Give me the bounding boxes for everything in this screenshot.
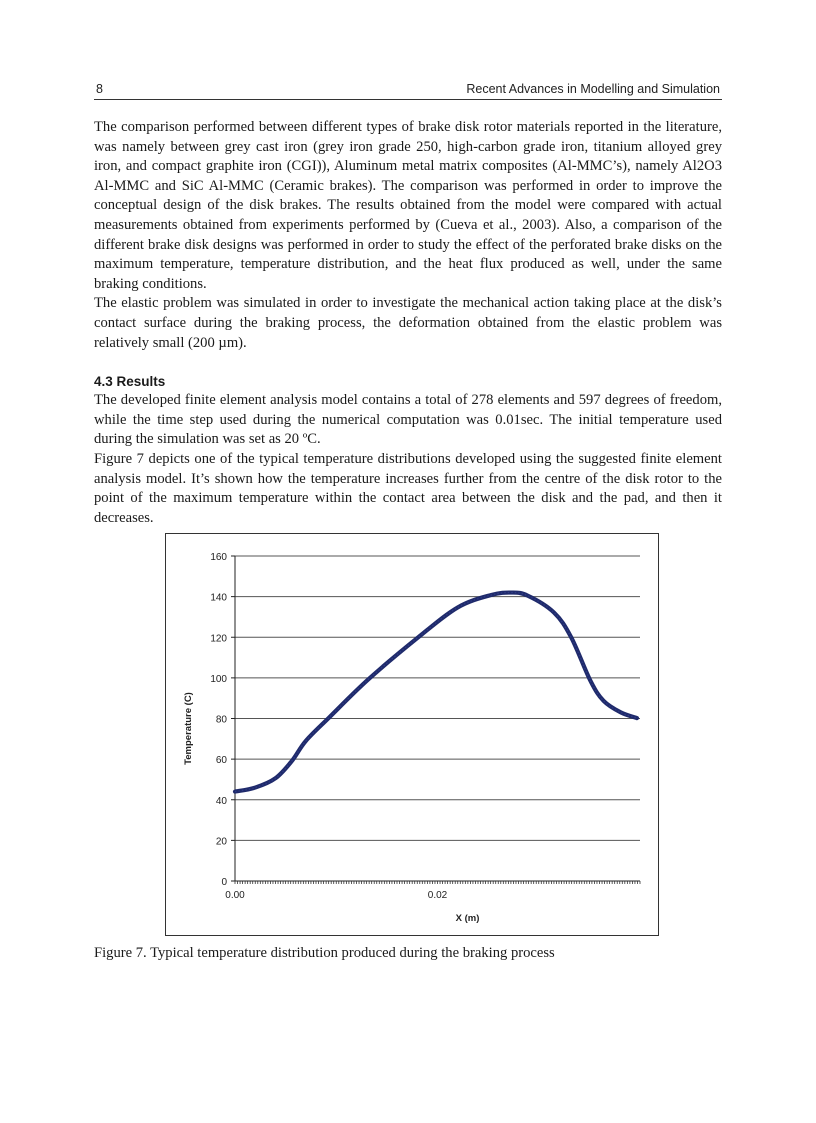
- x-tick-label: 0.02: [427, 890, 448, 901]
- y-tick-label: 0: [221, 877, 227, 888]
- y-tick-label: 140: [210, 592, 227, 604]
- temperature-curve-markers: [235, 593, 637, 792]
- x-tick-label: 0.00: [225, 890, 245, 901]
- y-tick-label: 40: [215, 795, 227, 807]
- y-tick-label: 20: [215, 836, 227, 848]
- x-axis-label: X (m): [455, 913, 480, 924]
- figure-caption: Figure 7. Typical temperature distribution produced during the braking process: [94, 945, 555, 961]
- y-tick-label: 80: [215, 714, 227, 726]
- paragraph-model: The developed finite element analysis model contains a total of 278 elements and 597 degrees of freedom, while the time step used during the numerical computation was 0.01sec. The initial temperature used during the simulation was set as 20 ºC.: [94, 392, 722, 448]
- temperature-chart: [166, 534, 658, 935]
- y-axis-label: Temperature (C): [183, 692, 194, 765]
- figure-7-chart: [165, 533, 659, 936]
- running-title: Recent Advances in Modelling and Simulation: [466, 82, 720, 96]
- y-tick-label: 160: [210, 552, 227, 563]
- body-text: [94, 118, 722, 528]
- paragraph-figure-description: Figure 7 depicts one of the typical temperature distributions developed using the suggested finite element analysis model. It’s shown how the temperature increases further from the centre of the disk rotor to the point of the maximum temperature within the contact area between the disk and the pad, and then it decreases.: [94, 450, 722, 526]
- page-number: 8: [96, 82, 103, 96]
- running-header: [94, 82, 722, 100]
- y-tick-label: 60: [215, 755, 227, 767]
- y-tick-label: 100: [210, 673, 227, 685]
- section-heading: 4.3 Results: [94, 374, 166, 390]
- paragraph-elastic: The elastic problem was simulated in order to investigate the mechanical action taking place at the disk’s contact surface during the braking process, the deformation obtained from the elastic problem was relatively small (200 µm).: [94, 295, 722, 351]
- y-tick-label: 120: [210, 633, 227, 645]
- paragraph-materials: The comparison performed between different types of brake disk rotor materials reported in the literature, was namely between grey cast iron (grey iron grade 250, high-carbon grade iron, titanium alloyed grey iron, and compact graphite iron (CGI)), Aluminum metal matrix composites (Al-MMC’s), namely Al2O3 Al-MMC and SiC Al-MMC (Ceramic brakes). The comparison was performed in order to improve the conceptual design of the disk brakes. The results obtained from the model were compared with actual measurements obtained from experiments performed by (Cueva et al., 2003). Also, a comparison of the different brake disk designs was performed in order to study the effect of the perforated brake disks on the maximum temperature, temperature distribution, and the heat flux produced as well, under the same braking conditions.: [94, 119, 722, 292]
